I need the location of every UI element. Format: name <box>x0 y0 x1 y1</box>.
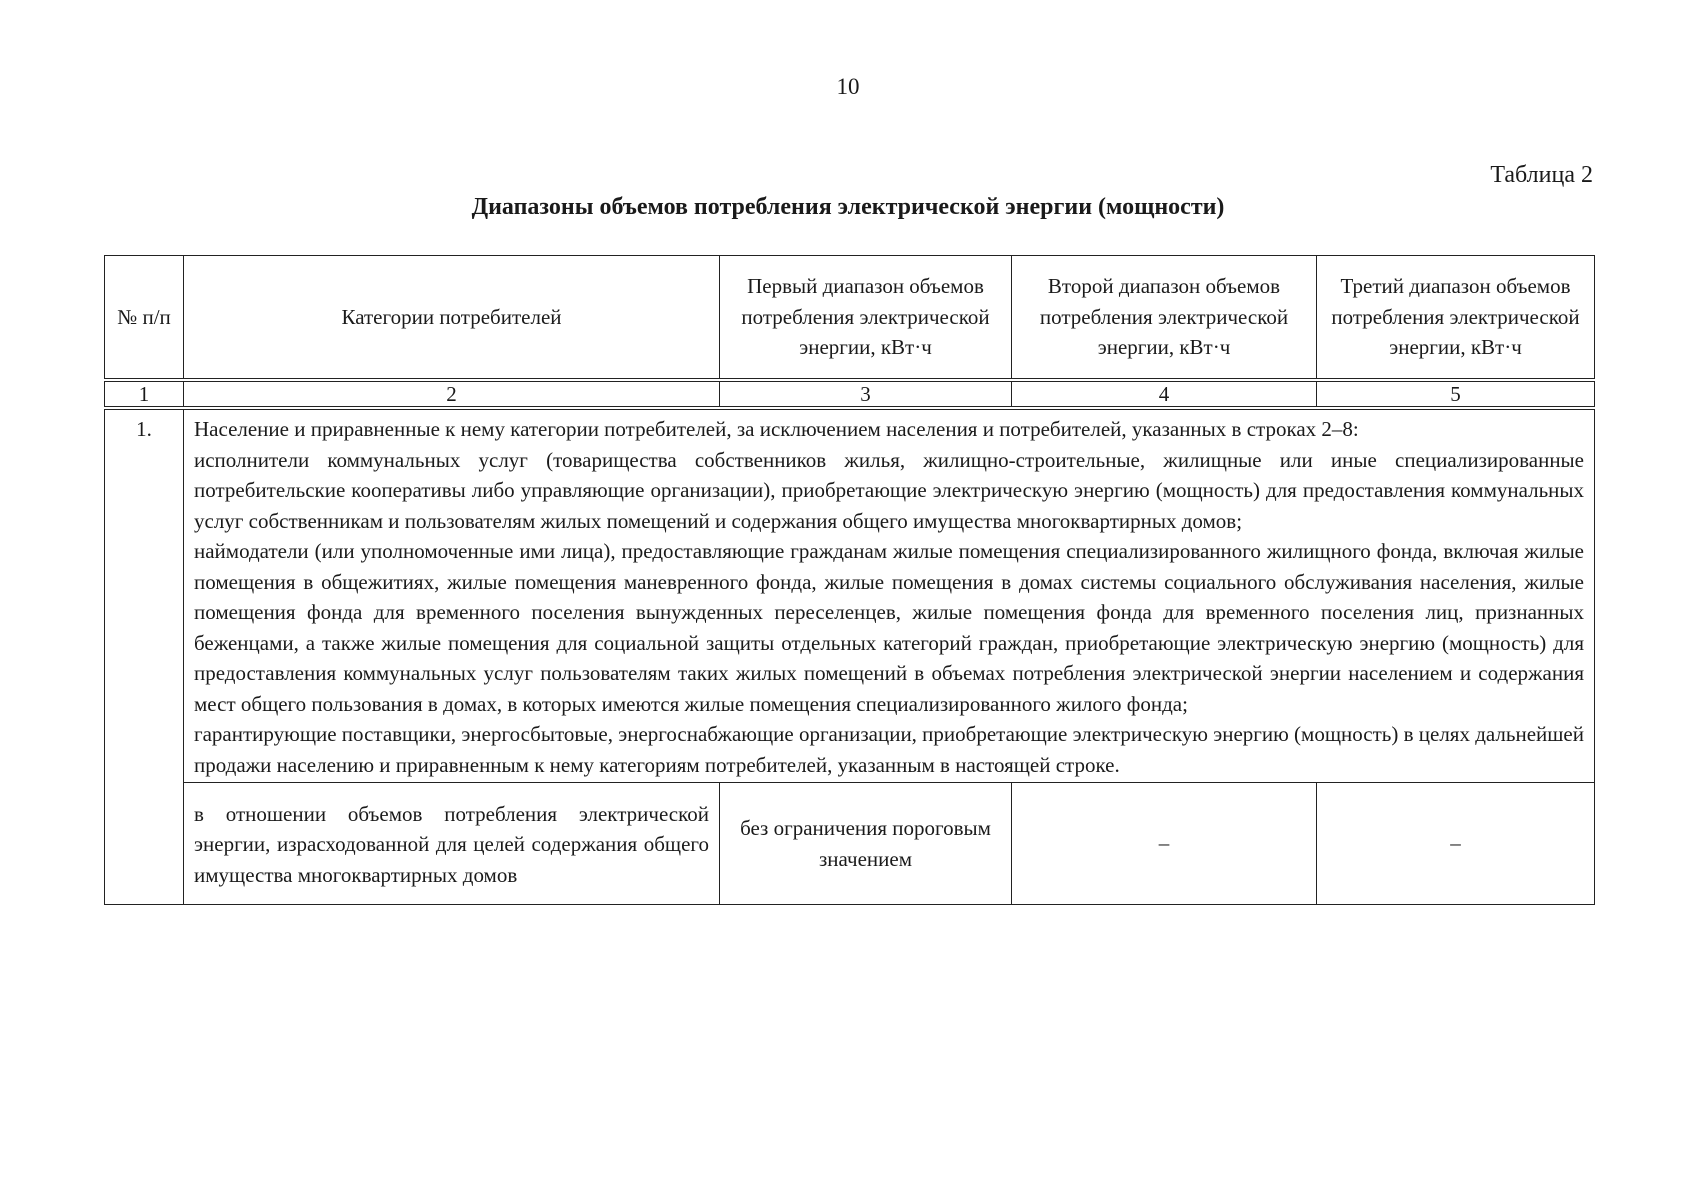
row-number: 1. <box>105 408 184 783</box>
consumption-ranges-table <box>104 255 1595 905</box>
header-num: № п/п <box>105 256 184 381</box>
header-range-2: Второй диапазон объемов потребления электрической энергии, кВт·ч <box>1012 256 1317 381</box>
subrow-category: в отношении объемов потребления электрической энергии, израсходованной для целей содержания общего имущества многоквартирных домов <box>184 783 720 905</box>
column-number-row <box>105 380 1595 408</box>
column-number: 5 <box>1317 380 1595 408</box>
column-number: 4 <box>1012 380 1317 408</box>
subrow-range-1: без ограничения пороговым значением <box>720 783 1012 905</box>
header-range-1: Первый диапазон объемов потребления электрической энергии, кВт·ч <box>720 256 1012 381</box>
row-paragraph: исполнители коммунальных услуг (товарищества собственников жилья, жилищно-строительные, жилищные или иные специализированные потребительские кооперативы либо управляющие организации), приобретающие электрическую энергию (мощность) для предоставления коммунальных услуг собственникам и пользователям жилых помещений и содержания общего имущества многоквартирных домов; <box>194 447 1584 533</box>
header-category: Категории потребителей <box>184 256 720 381</box>
table-subrow <box>105 783 1595 905</box>
row-description <box>184 408 1595 783</box>
row-number-continuation <box>105 783 184 905</box>
subrow-range-3: – <box>1317 783 1595 905</box>
document-title: Диапазоны объемов потребления электрической энергии (мощности) <box>471 194 1225 220</box>
row-paragraph: наймодатели (или уполномоченные ими лица), предоставляющие гражданам жилые помещения специализированного жилищного фонда, включая жилые помещения в общежитиях, жилые помещения маневренного фонда, жилые помещения в домах системы социального обслуживания населения, жилые помещения фонда для временного поселения вынужденных переселенцев, жилые помещения фонда для временного поселения лиц, признанных беженцами, а также жилые помещения для социальной защиты отдельных категорий граждан, приобретающие электрическую энергию (мощность) для предоставления коммунальных услуг пользователям таких жилых помещений в объемах потребления электрической энергии населением и содержания мест общего пользования в домах, в которых имеются жилые помещения специализированного жилого фонда; <box>194 539 1584 716</box>
row-paragraph: гарантирующие поставщики, энергосбытовые, энергоснабжающие организации, приобретающие электрическую энергию (мощность) в целях дальнейшей продажи населению и приравненным к нему категориям потребителей, указанным в настоящей строке. <box>194 722 1584 777</box>
header-range-3: Третий диапазон объемов потребления электрической энергии, кВт·ч <box>1317 256 1595 381</box>
table-label: Таблица 2 <box>1490 162 1593 188</box>
column-number: 2 <box>184 380 720 408</box>
row-paragraph: Население и приравненные к нему категории потребителей, за исключением населения и потребителей, указанных в строках 2–8: <box>194 417 1359 441</box>
column-number: 3 <box>720 380 1012 408</box>
page-number: 10 <box>836 74 860 99</box>
subrow-range-2: – <box>1012 783 1317 905</box>
column-number: 1 <box>105 380 184 408</box>
table-header-row <box>105 256 1595 381</box>
table-row <box>105 408 1595 783</box>
